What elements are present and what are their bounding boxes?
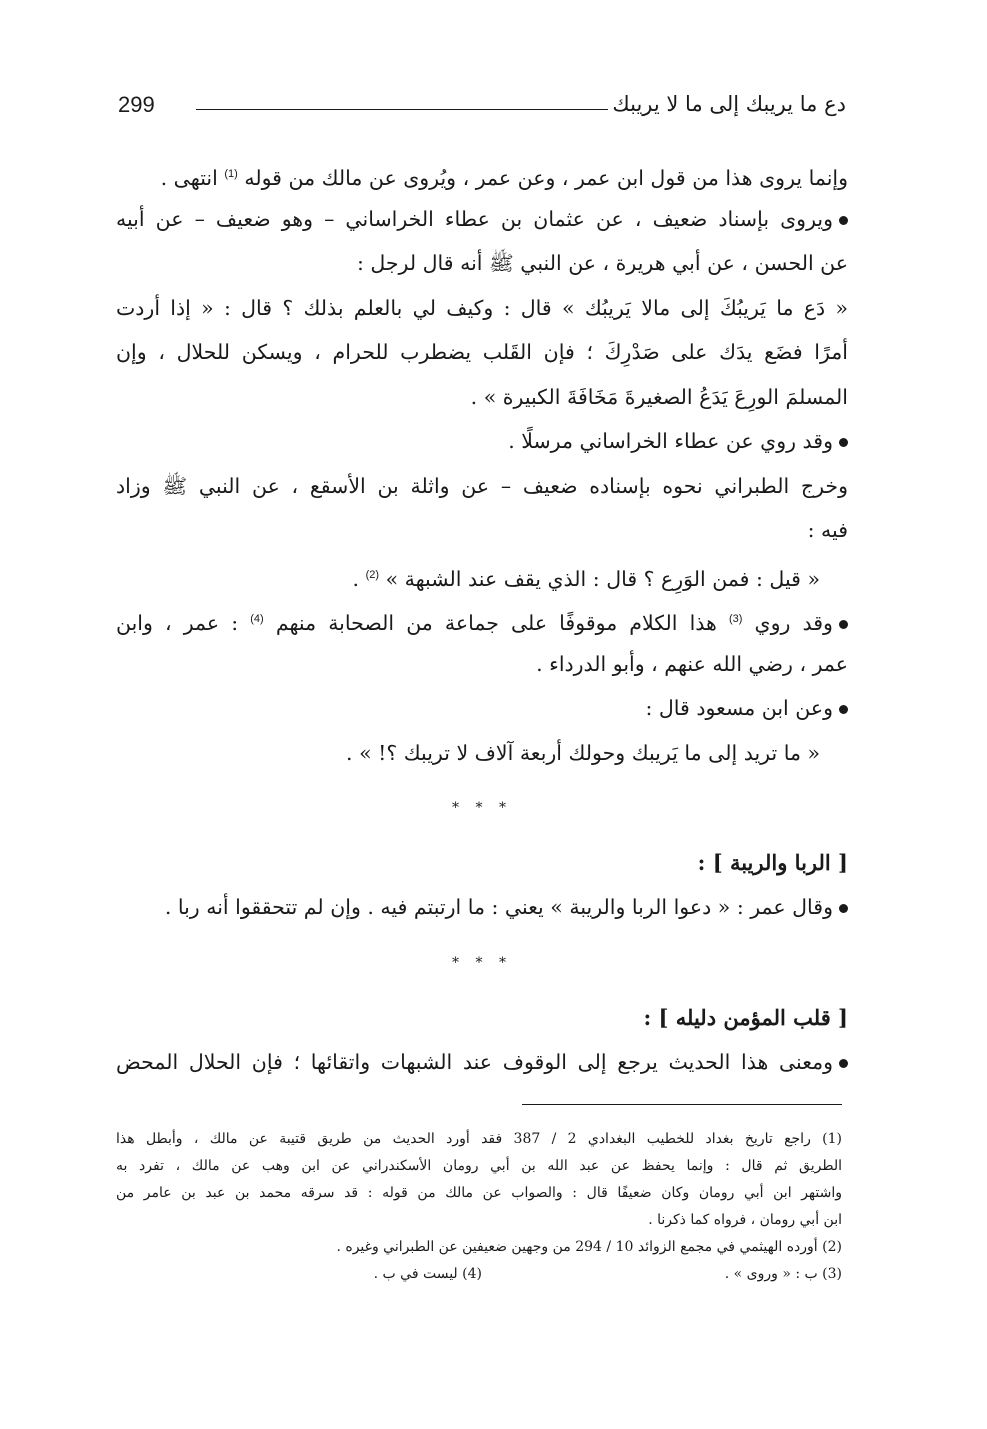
footnotes [116, 1126, 842, 1288]
header-title: دع ما يريبك إلى ما لا يريبك [612, 92, 846, 116]
bullet-icon [839, 904, 848, 913]
footnote-marker: (4) [250, 613, 264, 625]
footnote-line: واشتهر ابن أبي رومان وكان ضعيفًا قال : والصواب عن مالك من قوله : قد سرقه محمد بن عبد بن عامر من [116, 1185, 842, 1201]
text-line [116, 286, 848, 331]
text-line [116, 197, 848, 242]
text-line [116, 375, 848, 420]
text-run: وقد روي [754, 610, 833, 635]
section-divider: * * * [452, 954, 512, 971]
text-line [116, 152, 848, 197]
text-run: : عمر ، وابن [116, 610, 239, 635]
text-line [116, 241, 848, 286]
text-run: ومعنى هذا الحديث يرجع إلى الوقوف عند الشبهات واتقائها ؛ فإن الحلال المحض [116, 1049, 833, 1074]
text-run: ويروى بإسناد ضعيف ، عن عثمان بن عطاء الخراساني – وهو ضعيف – عن أبيه [116, 206, 833, 231]
text-run: وقال عمر : « دعوا الربا والريبة » يعني : ما ارتبتم فيه . وإن لم تتحققوا أنه ربا . [164, 895, 833, 919]
footnote-item: (4) ليست في ب . [373, 1266, 482, 1282]
text-run: انتهى . [160, 165, 218, 190]
text-run: أمرًا فضَع يدَك على صَدْرِكَ ؛ فإن القَلب يضطرب للحرام ، ويسكن للحلال ، وإن [116, 340, 848, 364]
text-run: عمر ، رضي الله عنهم ، وأبو الدرداء . [536, 651, 848, 676]
text-run: المسلمَ الورِعَ يَدَعُ الصغيرةَ مَخَافَةَ الكبيرة » . [470, 384, 848, 409]
footnote-line: (2) أورده الهيثمي في مجمع الزوائد 10 / 294 من وجهين ضعيفين عن الطبراني وغيره . [336, 1239, 842, 1255]
page-number: 299 [118, 92, 155, 117]
bullet-icon [839, 1059, 848, 1068]
text-run: . [352, 566, 360, 591]
text-run: وعن ابن مسعود قال : [645, 696, 833, 720]
footnote-rule [522, 1104, 842, 1105]
text-run: « قيل : فمن الوَرِع ؟ قال : الذي يقف عند الشبهة » [385, 566, 820, 591]
section-heading: [ قلب المؤمن دليله ] : [643, 1004, 848, 1030]
text-line [116, 1040, 848, 1085]
footnote-line: الطريق ثم قال : وإنما يحفظ عن عبد الله بن أبي رومان الأسكندراني عن ابن وهب عن مالك ، تفرد به [116, 1158, 842, 1174]
text-line [116, 330, 848, 375]
text-run: هذا الكلام موقوفًا على جماعة من الصحابة منهم [275, 610, 717, 635]
bullet-icon [839, 438, 848, 447]
footnote-line [116, 1261, 842, 1288]
text-run: وخرج الطبراني نحوه بإسناده ضعيف – عن واثلة بن الأسقع ، عن النبي ﷺ وزاد [116, 473, 848, 498]
text-line [116, 464, 848, 509]
text-run: « ما تريد إلى ما يَريبك وحولك أربعة آلاف لا تريبك ؟! » . [346, 740, 820, 765]
footnote-marker: (2) [365, 568, 380, 581]
bullet-icon [839, 705, 848, 714]
running-header [118, 92, 846, 132]
text-run: « دَع ما يَريبُكَ إلى مالا يَريبُك » قال : وكيف لي بالعلم بذلك ؟ قال : « إذا أردت [116, 295, 848, 320]
footnote-line: (1) راجع تاريخ بغداد للخطيب البغدادي 2 / 387 فقد أورد الحديث من طريق قتيبة عن مالك ، وأبطل هذا [116, 1131, 842, 1147]
text-line [116, 508, 848, 553]
text-line [116, 686, 848, 731]
footnote-line: ابن أبي رومان ، فرواه كما ذكرنا . [648, 1212, 842, 1228]
section-divider: * * * [452, 800, 512, 816]
footnote-marker: (1) [224, 168, 238, 180]
text-run: وقد روي عن عطاء الخراساني مرسلًا . [508, 429, 833, 453]
text-run: عن الحسن ، عن أبي هريرة ، عن النبي ﷺ أنه قال لرجل : [356, 251, 848, 275]
text-run: فيه : [807, 518, 848, 542]
text-line [116, 642, 848, 687]
bullet-icon [839, 216, 848, 225]
footnote-marker: (3) [728, 613, 743, 625]
text-line [116, 553, 848, 598]
section-heading: [ الربا والريبة ] : [697, 850, 848, 875]
bullet-icon [839, 620, 848, 629]
text-run: وإنما يروى هذا من قول ابن عمر ، وعن عمر ، ويُروى عن مالك من قوله [244, 165, 848, 190]
text-line [116, 597, 848, 642]
text-line [116, 731, 848, 776]
text-line [116, 885, 848, 930]
main-text [116, 152, 848, 1084]
header-rule [196, 109, 608, 110]
text-line [116, 419, 848, 464]
footnote-item: (3) ب : « وروى » . [724, 1266, 842, 1282]
